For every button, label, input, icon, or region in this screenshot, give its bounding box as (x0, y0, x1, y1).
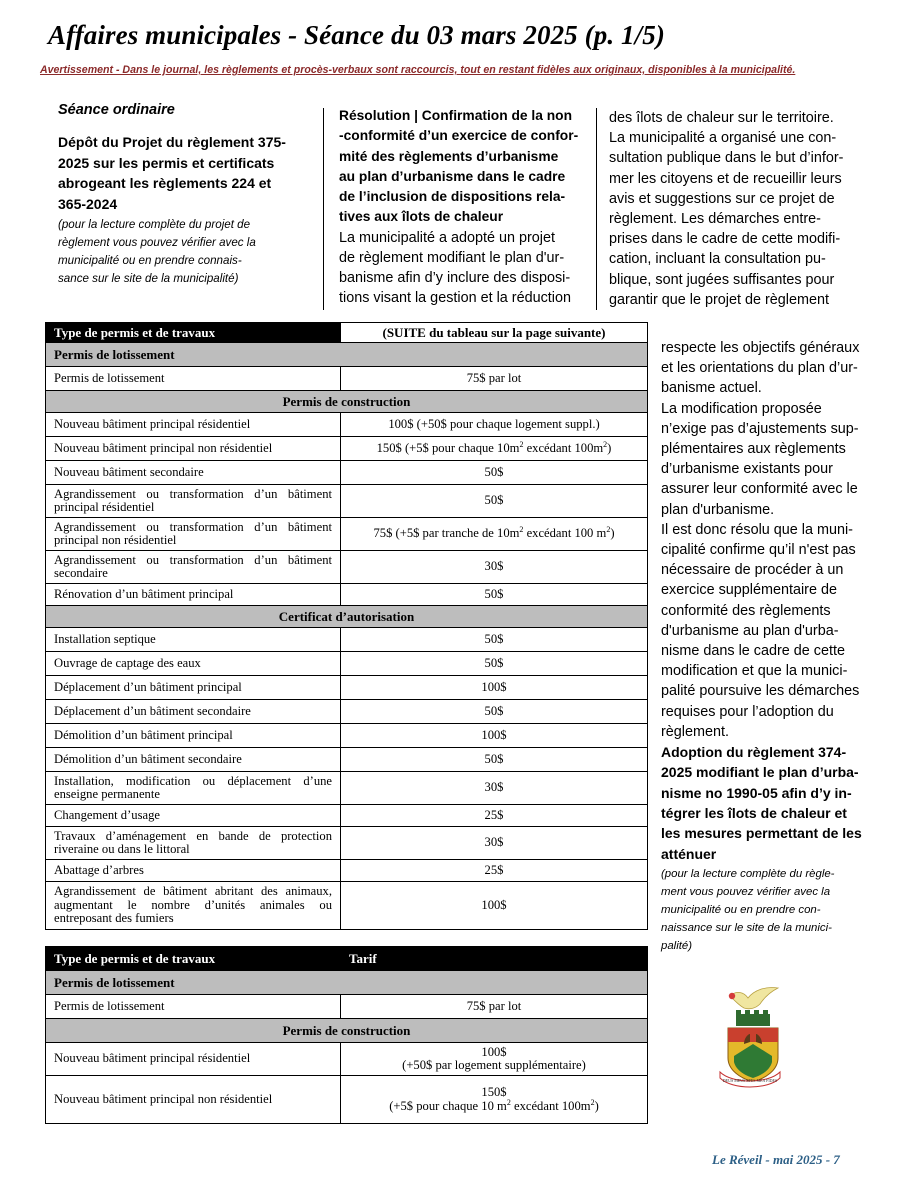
text-line: La municipalité a organisé une con- (609, 130, 837, 147)
fee-cell: 100$ (341, 724, 648, 748)
column-divider (323, 108, 324, 310)
table-row (46, 995, 648, 1019)
fee-cell: 30$ (341, 772, 648, 805)
text-line: banisme actuel. (661, 380, 762, 397)
fee-cell: 25$ (341, 805, 648, 827)
municipal-coat-of-arms-logo (714, 984, 786, 1090)
table-row (46, 1043, 648, 1076)
text-line: d'urbanisme au plan d'urba- (661, 622, 839, 639)
fee-table-1 (45, 322, 648, 930)
text-line: au plan d’urbanisme dans le cadre (339, 168, 566, 184)
permit-type-cell: Agrandissement ou transformation d’un bâtiment principal résidentiel (46, 485, 341, 518)
table-row (46, 518, 648, 551)
permit-type-cell: Permis de lotissement (46, 995, 341, 1019)
table-row (46, 724, 648, 748)
text-line: n’exige pas d’ajustements sup- (661, 420, 859, 437)
permit-type-cell: Nouveau bâtiment secondaire (46, 461, 341, 485)
permit-type-cell: Nouveau bâtiment principal résidentiel (46, 413, 341, 437)
text-line: plémentaires aux règlements (661, 441, 846, 458)
text-line: banisme afin d’y inclure des disposi- (339, 270, 571, 287)
text-line: les mesures permettant de les (661, 825, 862, 842)
fee-cell: 150$ (+5$ pour chaque 10 $m^2$ excédant $100m^2$) (341, 1076, 648, 1124)
text-line: tégrer les îlots de chaleur et (661, 804, 847, 821)
continued-note: (SUITE du tableau sur la page suivante) (341, 323, 648, 343)
article-note (58, 216, 308, 288)
session-label: Séance ordinaire (58, 102, 175, 118)
text-line: atténuer (661, 845, 717, 862)
table-row (46, 628, 648, 652)
text-line: règlement. (661, 723, 729, 740)
fee-cell: 30$ (341, 551, 648, 584)
permit-type-cell: Agrandissement ou transformation d’un bâtiment principal non résidentiel (46, 518, 341, 551)
adoption-note (661, 865, 881, 955)
text-line: nécessaire de procéder à un (661, 562, 844, 579)
text-line: règlement. Les démarches entre- (609, 211, 821, 228)
permit-type-cell: Rénovation d’un bâtiment principal (46, 584, 341, 606)
text-line: tions visant la gestion et la réduction (339, 290, 571, 307)
table-section-header: Permis de construction (46, 1019, 648, 1043)
permit-type-cell: Permis de lotissement (46, 367, 341, 391)
text-line: cation, incluant la consultation pu- (609, 251, 826, 268)
text-line: sultation publique dans le but d’infor- (609, 150, 844, 167)
text-line: de règlement modifiant le plan d'ur- (339, 249, 565, 266)
column-header-type: Type de permis et de travaux (46, 323, 341, 343)
table-row (46, 367, 648, 391)
text-line: Adoption du règlement 374- (661, 744, 847, 761)
text-line: d’urbanisme existants pour (661, 461, 833, 478)
fee-cell: 50$ (341, 485, 648, 518)
fee-cell: 100$ (341, 676, 648, 700)
fee-cell: 50$ (341, 700, 648, 724)
adoption-heading (661, 742, 881, 864)
permit-type-cell: Déplacement d’un bâtiment secondaire (46, 700, 341, 724)
permit-type-cell: Agrandissement ou transformation d’un bâtiment secondaire (46, 551, 341, 584)
fee-cell: 100$ (341, 882, 648, 930)
text-line: -conformité d’un exercice de confor- (339, 128, 579, 144)
column-divider (596, 108, 597, 310)
fee-cell: 150$ (+5$ pour chaque $10m^2$ excédant $100m^2$) (341, 437, 648, 461)
text-line: règlement vous pouvez vérifier avec la (58, 236, 256, 250)
table-row (46, 485, 648, 518)
text-line: La modification proposée (661, 400, 822, 417)
text-line: nisme no 1990-05 afin d’y in- (661, 784, 852, 801)
disclaimer: Avertissement - Dans le journal, les règlements et procès-verbaux sont raccourcis, tout en restant fidèles aux originaux, disponibles à la municipalité. (40, 64, 796, 76)
page-title: Affaires municipales - Séance du 03 mars 2025 (p. 1/5) (48, 20, 665, 50)
column-1 (58, 100, 308, 288)
fee-cell: 50$ (341, 652, 648, 676)
permit-type-cell: Nouveau bâtiment principal résidentiel (46, 1043, 341, 1076)
table-row (46, 1076, 648, 1124)
text-line: assurer leur conformité avec le (661, 481, 858, 498)
article-heading (58, 132, 308, 214)
column-3 (609, 108, 869, 310)
table-row (46, 827, 648, 860)
column-header-type: Type de permis et de travaux (46, 947, 341, 971)
table-row (46, 805, 648, 827)
text-line: mité des règlements d’urbanisme (339, 148, 559, 164)
text-line: requises pour l’adoption du (661, 703, 834, 720)
table-row (46, 652, 648, 676)
text-line: (pour la lecture complète du projet de (58, 218, 251, 232)
text-line: municipalité ou en prendre con- (661, 903, 821, 916)
table-row (46, 676, 648, 700)
text-line: prises dans le cadre de cette modifi- (609, 231, 841, 248)
table-row (46, 413, 648, 437)
fee-cell: 100$ (+50$ pour chaque logement suppl.) (341, 413, 648, 437)
text-line: 365-2024 (58, 195, 118, 212)
resolution-body (339, 228, 594, 309)
text-line: des îlots de chaleur sur le territoire. (609, 110, 834, 126)
fee-cell: 50$ (341, 584, 648, 606)
text-line: 2025 sur les permis et certificats (58, 154, 275, 171)
table-section-header: Permis de lotissement (46, 343, 648, 367)
table-row (46, 700, 648, 724)
fee-table-2 (45, 946, 648, 1124)
text-line: (pour la lecture complète du règle- (661, 867, 835, 880)
text-line: nisme dans le cadre de cette (661, 643, 845, 660)
permit-type-cell: Nouveau bâtiment principal non résidentiel (46, 1076, 341, 1124)
text-line: Dépôt du Projet du règlement 375- (58, 134, 286, 151)
column-2 (339, 106, 594, 309)
page-footer: Le Réveil - mai 2025 - 7 (712, 1152, 840, 1167)
text-line: municipalité ou en prendre connais- (58, 254, 242, 268)
table-section-header: Permis de lotissement (46, 971, 648, 995)
text-line: garantir que le projet de règlement (609, 291, 829, 308)
text-line: blique, sont jugées suffisantes pour (609, 271, 835, 288)
text-line: cipalité confirme qu’il n'est pas (661, 542, 856, 559)
permit-type-cell: Abattage d’arbres (46, 860, 341, 882)
fee-cell: 25$ (341, 860, 648, 882)
column-header-tarif: Tarif (341, 947, 648, 971)
text-line: palité) (661, 939, 693, 952)
text-line: 2025 modifiant le plan d’urba- (661, 764, 859, 781)
text-line: tives aux îlots de chaleur (339, 209, 504, 225)
fee-cell: 75$ par lot (341, 367, 648, 391)
column-4 (661, 338, 881, 955)
text-line: Résolution | Confirmation de la non (339, 108, 573, 123)
table-section-header: Permis de construction (46, 391, 648, 413)
permit-type-cell: Démolition d’un bâtiment secondaire (46, 748, 341, 772)
fee-cell: 50$ (341, 748, 648, 772)
text-line: plan d'urbanisme. (661, 501, 775, 518)
fee-cell: 50$ (341, 461, 648, 485)
text-line: conformité des règlements (661, 602, 831, 619)
resolution-heading (339, 106, 594, 228)
text-line: ment vous pouvez vérifier avec la (661, 885, 831, 898)
table-row (46, 584, 648, 606)
text-line: sance sur le site de la municipalité) (58, 272, 239, 286)
permit-type-cell: Ouvrage de captage des eaux (46, 652, 341, 676)
text-line: palité poursuive les démarches (661, 683, 860, 700)
text-line: exercice supplémentaire de (661, 582, 837, 599)
text-line: modification et que la munici- (661, 663, 848, 680)
permit-type-cell: Changement d’usage (46, 805, 341, 827)
table-row (46, 437, 648, 461)
text-line: avis et suggestions sur ce projet de (609, 190, 835, 207)
table-row (46, 748, 648, 772)
fee-cell: 100$ (+50$ par logement supplémentaire) (341, 1043, 648, 1076)
permit-type-cell: Nouveau bâtiment principal non résidentiel (46, 437, 341, 461)
text-line: et les orientations du plan d’ur- (661, 360, 858, 377)
text-line: naissance sur le site de la munici- (661, 921, 832, 934)
permit-type-cell: Démolition d’un bâtiment principal (46, 724, 341, 748)
permit-type-cell: Déplacement d’un bâtiment principal (46, 676, 341, 700)
table-row (46, 461, 648, 485)
permit-type-cell: Installation septique (46, 628, 341, 652)
table-row (46, 772, 648, 805)
text-line: mer les citoyens et de recueillir leurs (609, 170, 842, 187)
permit-type-cell: Travaux d’aménagement en bande de protection riveraine ou dans le littoral (46, 827, 341, 860)
fee-cell: 75$ par lot (341, 995, 648, 1019)
table-row (46, 551, 648, 584)
fee-cell: 30$ (341, 827, 648, 860)
permit-type-cell: Installation, modification ou déplacement d’une enseigne permanente (46, 772, 341, 805)
table-row (46, 860, 648, 882)
text-line: de l’inclusion de dispositions rela- (339, 189, 566, 205)
text-line: abrogeant les règlements 224 et (58, 175, 272, 192)
resolution-body-end (661, 338, 881, 742)
table-row (46, 882, 648, 930)
resolution-body-continued (609, 108, 869, 310)
text-line: Il est donc résolu que la muni- (661, 521, 853, 538)
table-section-header: Certificat d’autorisation (46, 606, 648, 628)
text-line: respecte les objectifs généraux (661, 340, 860, 356)
text-line: La municipalité a adopté un projet (339, 229, 556, 246)
fee-cell: 75$ (+5$ par tranche de $10m^2$ excédant 100 $m^2$) (341, 518, 648, 551)
permit-type-cell: Agrandissement de bâtiment abritant des animaux, augmentant le nombre d’unités animales ou entreposant des fumiers (46, 882, 341, 930)
fee-cell: 50$ (341, 628, 648, 652)
logo-motto: DEUS MEUS SPES MEA FIDES (722, 1078, 778, 1083)
